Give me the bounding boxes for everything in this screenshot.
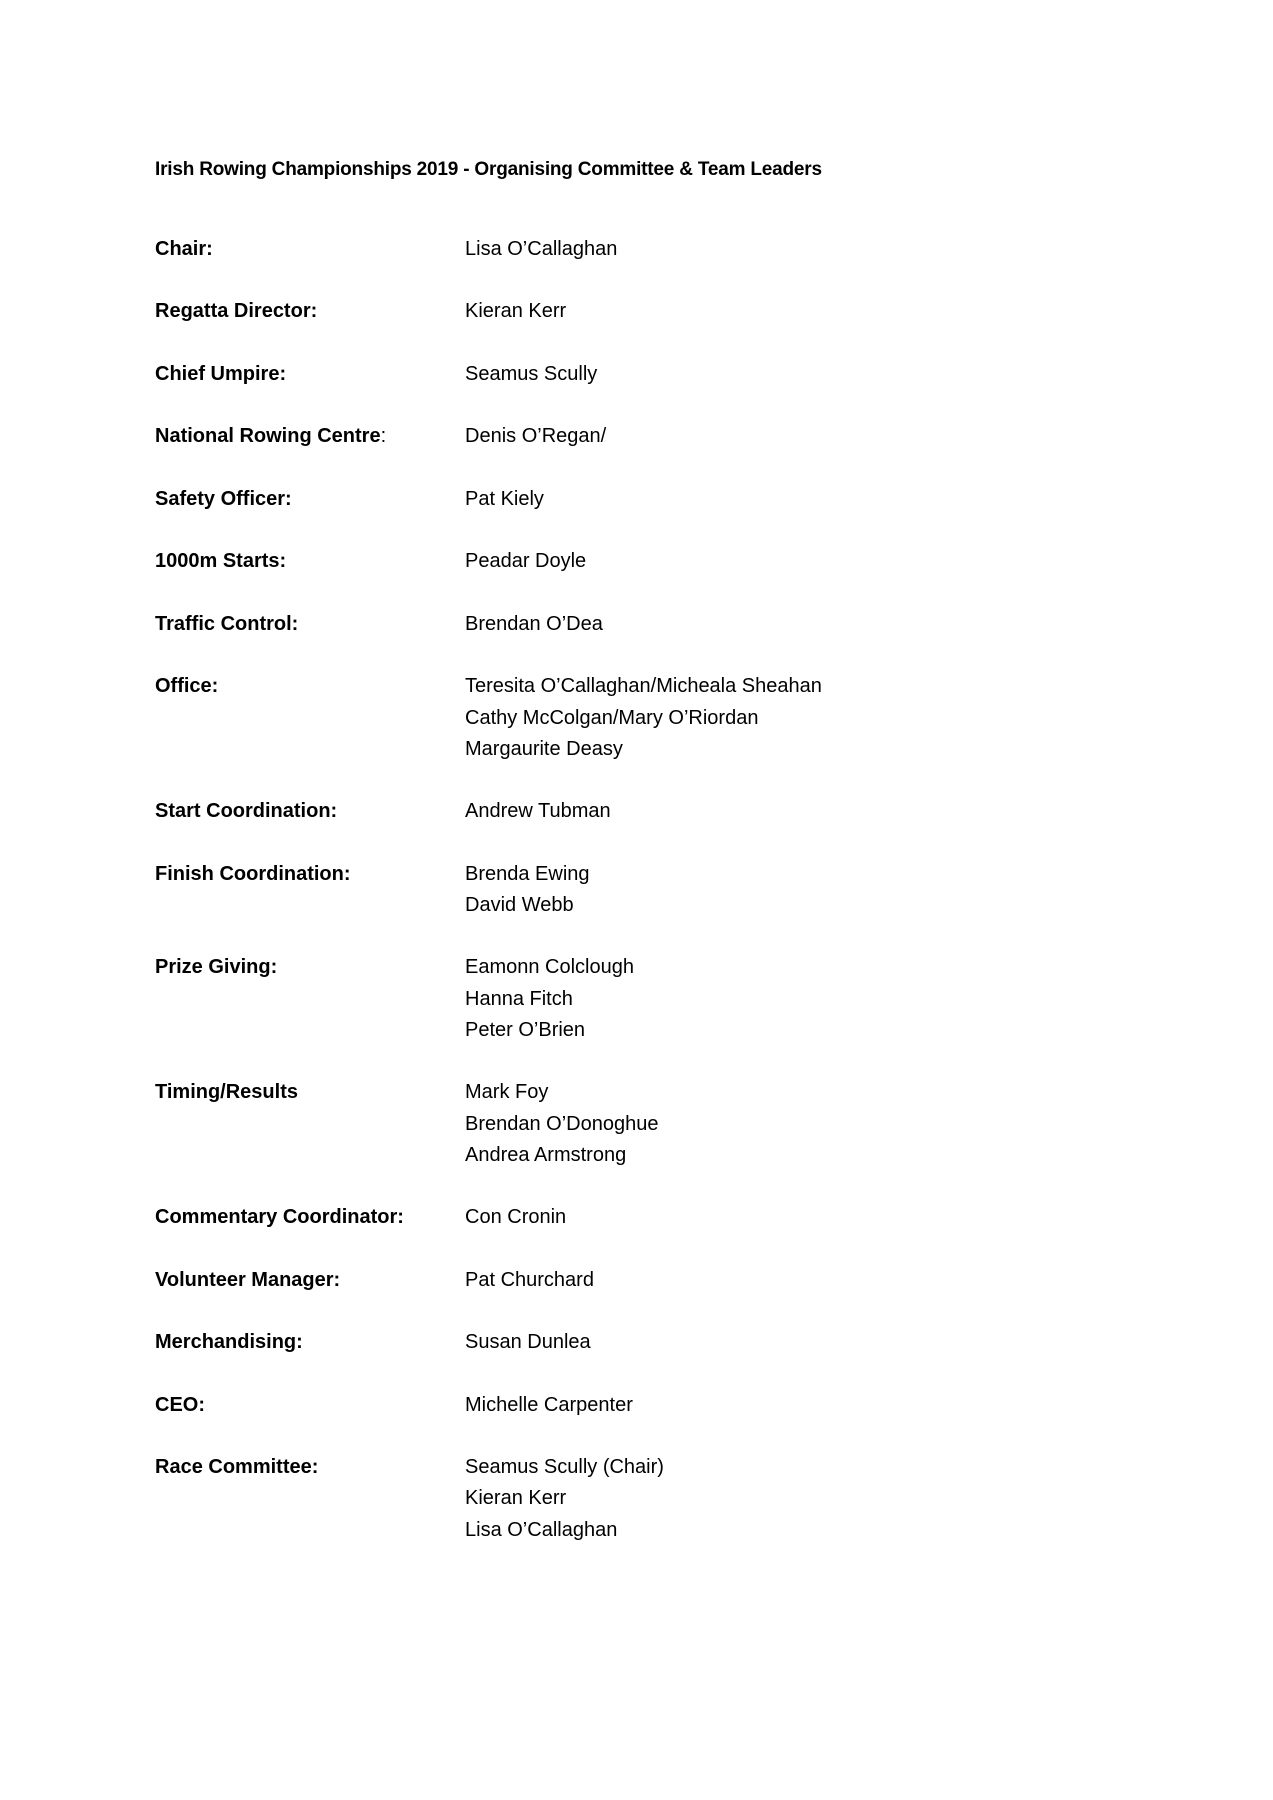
member-name: Peter O’Brien [465, 1018, 586, 1041]
role-label [155, 359, 465, 390]
committee-entry [155, 484, 1155, 515]
role-label [155, 546, 465, 577]
role-label [155, 671, 465, 765]
member-name: Teresita O’Callaghan/Micheala Sheahan [465, 675, 822, 698]
member-names [465, 421, 606, 452]
role-label [155, 609, 465, 640]
member-name: Andrew Tubman [465, 800, 611, 823]
committee-entry [155, 296, 1155, 327]
role-label-text: Traffic Control: [155, 612, 299, 635]
role-label-text: Chief Umpire: [155, 362, 287, 385]
member-names [465, 296, 566, 327]
role-label [155, 234, 465, 265]
member-name: Margaurite Deasy [465, 737, 623, 760]
committee-list [155, 234, 1155, 1577]
role-label [155, 859, 465, 921]
member-names [465, 234, 617, 265]
role-label-text: Finish Coordination: [155, 862, 351, 885]
committee-entry [155, 359, 1155, 390]
member-names [465, 1390, 633, 1421]
member-name: Susan Dunlea [465, 1331, 591, 1354]
role-label-text: Regatta Director: [155, 300, 318, 323]
member-names [465, 671, 822, 765]
member-names [465, 1202, 566, 1233]
member-names [465, 1327, 591, 1358]
committee-entry [155, 952, 1155, 1046]
role-label [155, 484, 465, 515]
role-label [155, 1077, 465, 1171]
member-name: Pat Kiely [465, 487, 544, 510]
member-names [465, 796, 611, 827]
member-name: Michelle Carpenter [465, 1393, 633, 1416]
role-label [155, 952, 465, 1046]
role-label-text: Prize Giving: [155, 956, 278, 979]
committee-entry [155, 671, 1155, 765]
member-name: Denis O’Regan/ [465, 425, 607, 448]
role-label-text: Safety Officer: [155, 487, 292, 510]
committee-entry [155, 1327, 1155, 1358]
role-label-text: Volunteer Manager: [155, 1268, 341, 1291]
committee-entry [155, 609, 1155, 640]
committee-entry [155, 796, 1155, 827]
committee-entry [155, 546, 1155, 577]
role-label [155, 1327, 465, 1358]
member-names [465, 1452, 664, 1546]
member-name: Brendan O’Dea [465, 612, 603, 635]
committee-entry [155, 234, 1155, 265]
committee-entry [155, 1202, 1155, 1233]
member-names [465, 859, 590, 921]
member-name: David Webb [465, 893, 574, 916]
committee-entry [155, 859, 1155, 921]
member-name: Brenda Ewing [465, 862, 590, 885]
member-name: Brendan O’Donoghue [465, 1112, 659, 1135]
member-name: Lisa O’Callaghan [465, 238, 618, 260]
role-label-text: Office: [155, 675, 219, 698]
committee-entry [155, 421, 1155, 452]
member-name: Con Cronin [465, 1206, 567, 1229]
member-name: Cathy McColgan/Mary O’Riordan [465, 706, 759, 729]
member-name: Seamus Scully [465, 362, 598, 385]
member-names [465, 1077, 658, 1171]
role-label-text: Start Coordination: [155, 800, 338, 823]
role-label [155, 1452, 465, 1546]
member-name: Lisa O’Callaghan [465, 1518, 618, 1541]
role-label-text: Timing/Results [155, 1081, 298, 1104]
role-label [155, 296, 465, 327]
member-name: Hanna Fitch [465, 987, 573, 1010]
role-label [155, 1390, 465, 1421]
role-label-text: Merchandising: [155, 1331, 303, 1354]
committee-entry [155, 1077, 1155, 1171]
member-names [465, 609, 603, 640]
member-name: Eamonn Colclough [465, 956, 634, 979]
role-label-text: Commentary Coordinator: [155, 1206, 404, 1229]
role-label [155, 421, 465, 452]
role-label-text: National Rowing Centre [155, 425, 381, 448]
role-label [155, 1202, 465, 1233]
committee-entry [155, 1265, 1155, 1296]
role-label-text: Race Committee: [155, 1456, 319, 1479]
role-label [155, 796, 465, 827]
member-name: Kieran Kerr [465, 1487, 567, 1510]
role-label-suffix: : [380, 425, 387, 448]
committee-entry [155, 1390, 1155, 1421]
member-name: Mark Foy [465, 1081, 549, 1104]
role-label [155, 1265, 465, 1296]
member-names [465, 359, 597, 390]
member-name: Seamus Scully (Chair) [465, 1456, 664, 1479]
member-name: Kieran Kerr [465, 300, 567, 323]
role-label-text: CEO: [155, 1393, 205, 1416]
member-names [465, 546, 586, 577]
member-names [465, 484, 544, 515]
member-name: Pat Churchard [465, 1268, 594, 1291]
document-title: Irish Rowing Championships 2019 - Organising Committee & Team Leaders [155, 159, 822, 180]
committee-entry [155, 1452, 1155, 1546]
role-label-text: Chair: [155, 238, 213, 260]
member-names [465, 952, 634, 1046]
role-label-text: 1000m Starts: [155, 550, 287, 573]
member-names [465, 1265, 594, 1296]
member-name: Andrea Armstrong [465, 1143, 627, 1166]
member-name: Peadar Doyle [465, 550, 587, 573]
